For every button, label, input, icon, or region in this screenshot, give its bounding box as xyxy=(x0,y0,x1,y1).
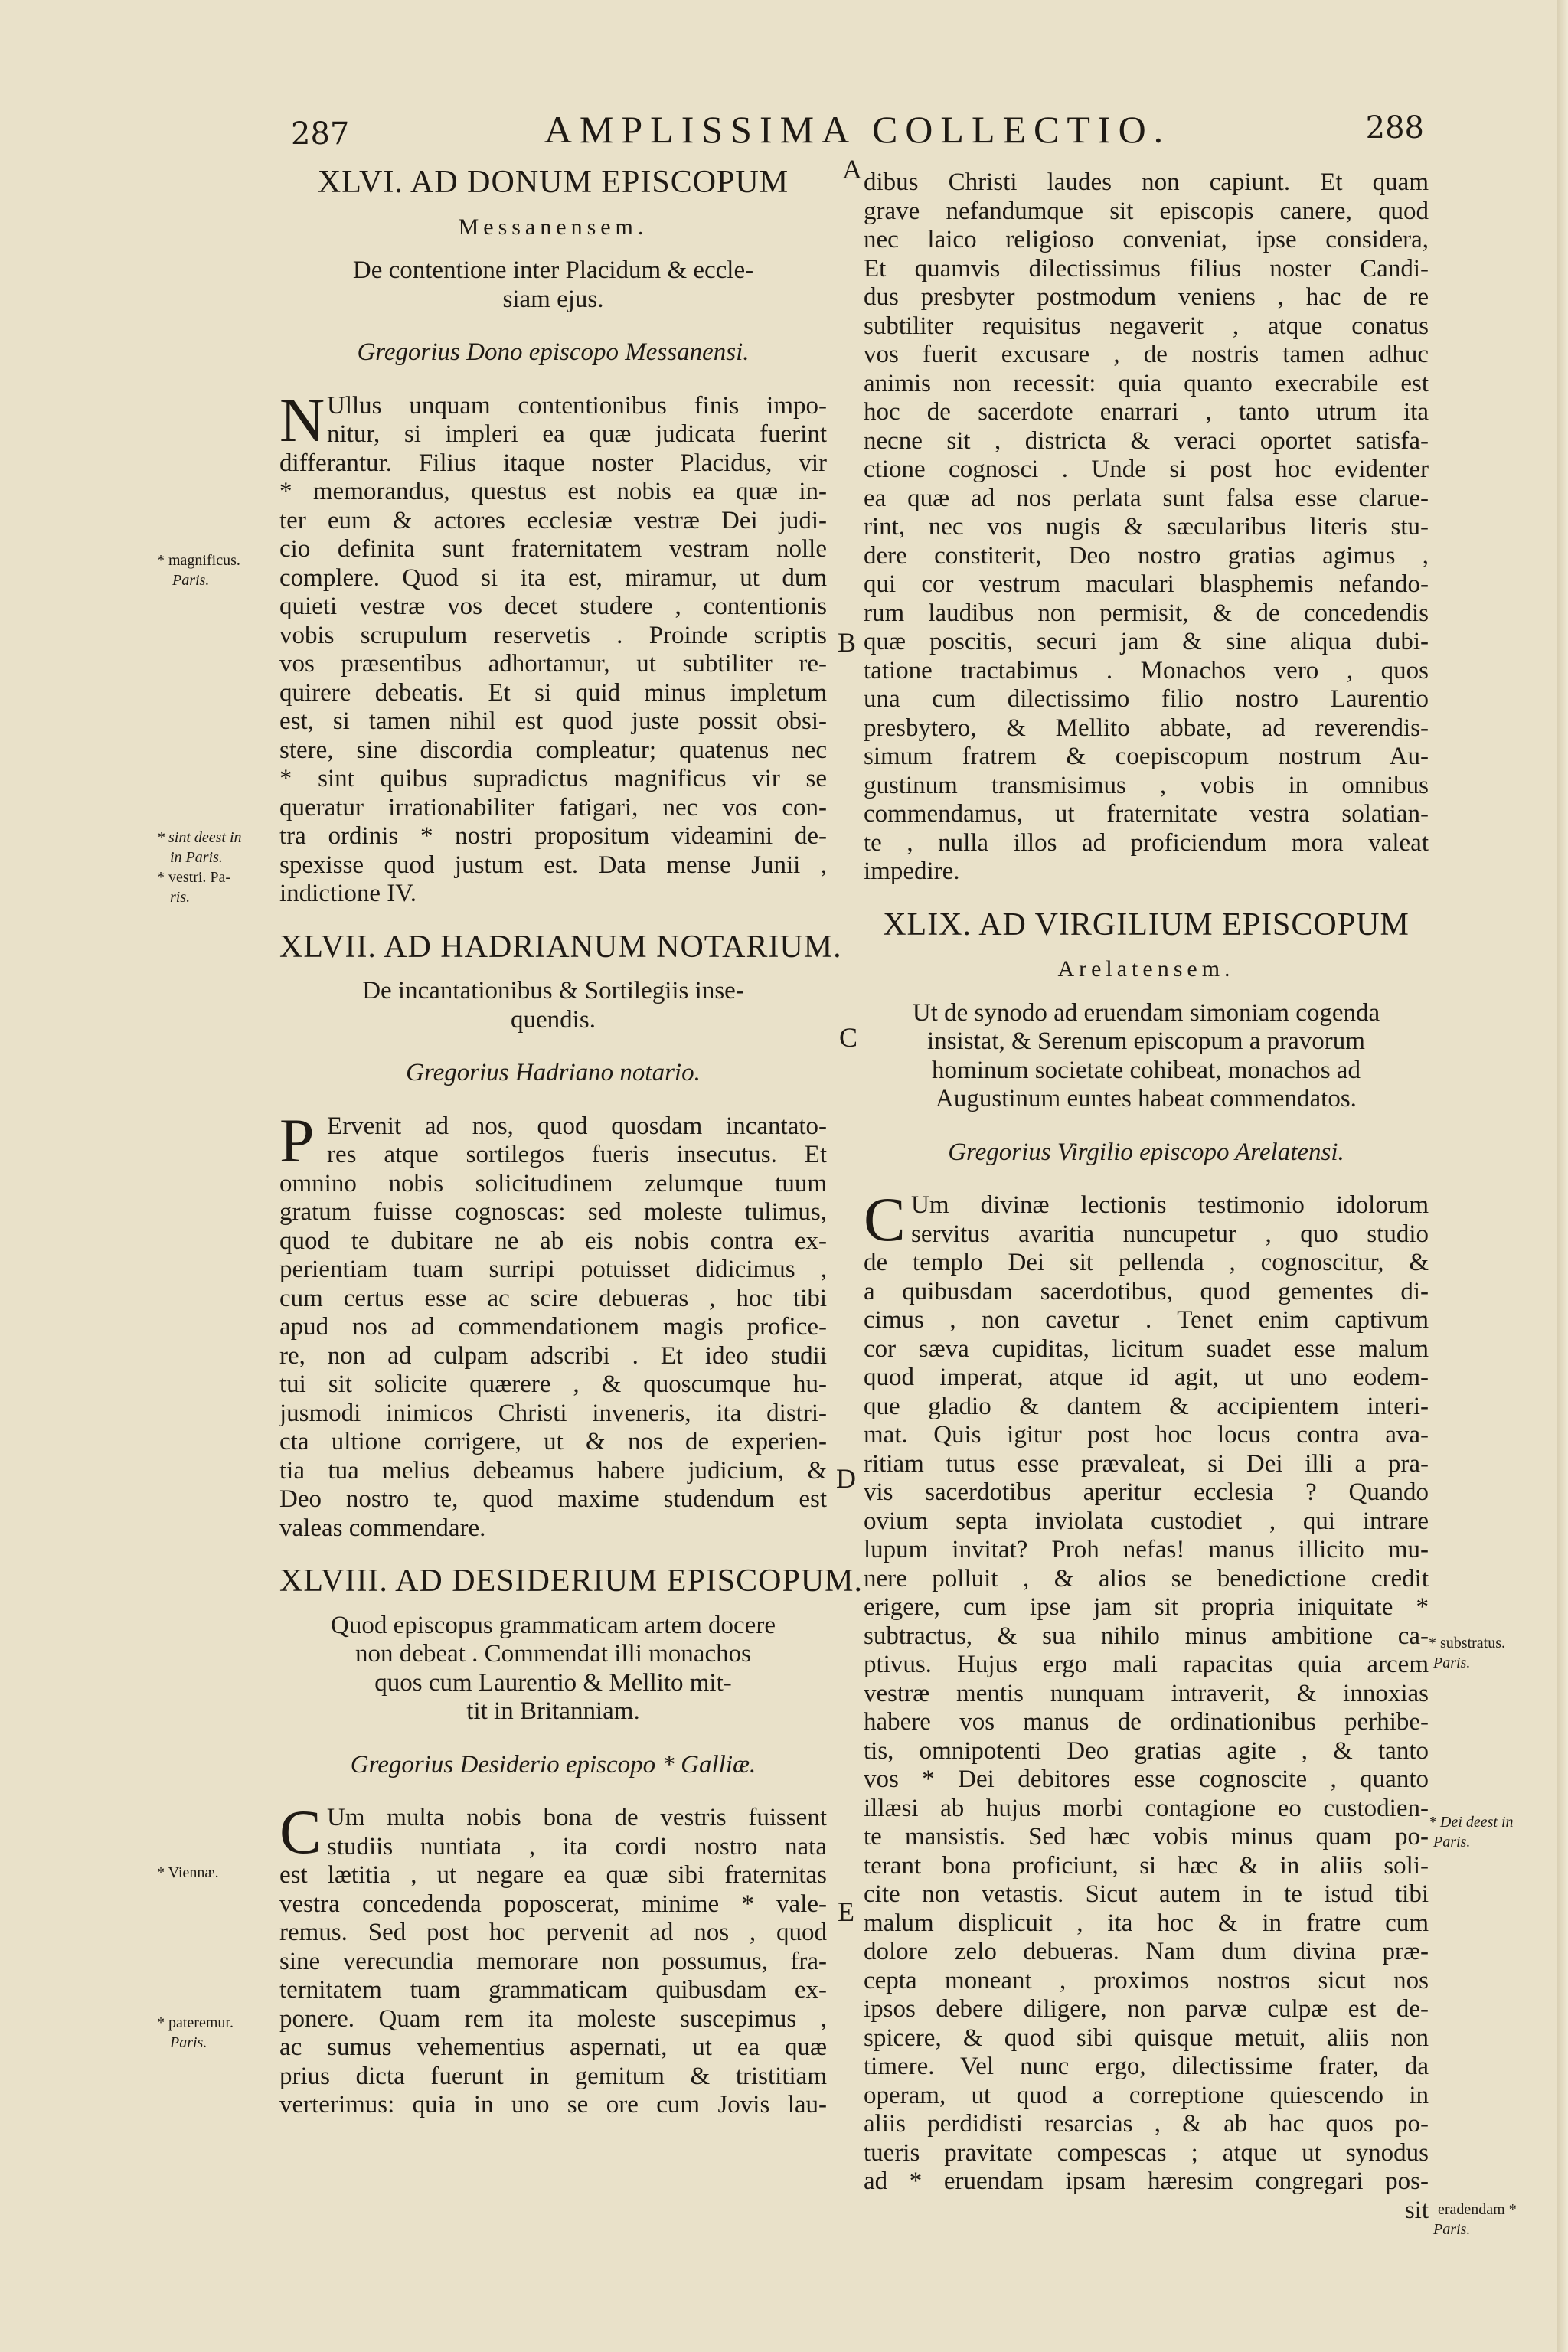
text-line: verterimus: quia in uno se ore cum Jovis lau- xyxy=(279,2091,827,2118)
text-line: ipsos debere diligere, non parvæ culpæ est de- xyxy=(864,1995,1429,2023)
left-column xyxy=(279,165,863,2120)
letter-body xyxy=(279,1105,827,1544)
text-line: valeas commendare. xyxy=(279,1514,486,1542)
text-line: cio definita sunt fraternitatem vestram nolle xyxy=(279,535,827,563)
margin-note: * vestri. Pa- xyxy=(157,869,231,886)
text-line: * memorandus, questus est nobis ea quæ in- xyxy=(279,478,827,505)
text-line: vobis scrupulum reservetis . Proinde scriptis xyxy=(279,621,827,649)
margin-note: ris. xyxy=(170,889,191,906)
text-line: sine verecundia memorare non possumus, fra- xyxy=(279,1947,827,1975)
text-line: Et quamvis dilectissimus filius noster Candi- xyxy=(864,254,1429,283)
text-line: dibus Christi laudes non capiunt. Et quam xyxy=(864,168,1429,196)
text-line: presbytero, & Mellito abbate, ad reverendis- xyxy=(864,714,1429,742)
text-line: remus. Sed post hoc pervenit ad nos , quod xyxy=(279,1919,827,1946)
text-line: a quibusdam sacerdotibus, quod gementes di- xyxy=(864,1277,1429,1305)
text-line: impedire. xyxy=(864,858,960,885)
right-column xyxy=(864,168,1429,2225)
margin-note: * sint deest in xyxy=(157,829,242,846)
text-line: re, non ad culpam adscribi . Et ideo studii xyxy=(279,1341,827,1370)
letter-body xyxy=(279,1797,827,2120)
text-line: omnino nobis solicitudinem zelumque tuum xyxy=(279,1169,827,1197)
text-line: ptivus. Hujus ergo mali rapacitas quia arcem xyxy=(864,1651,1429,1678)
letter-salutation: Gregorius Dono episcopo Messanensi. xyxy=(357,338,750,366)
text-line: timere. Vel nunc ergo, dilectissime frater, da xyxy=(864,2053,1429,2080)
text-line: nitur, si impleri ea quæ judicata fuerint xyxy=(327,420,827,448)
text-line: Um divinæ lectionis testimonio idolorum xyxy=(911,1191,1429,1219)
text-line: vos fuerit excusare , de nostris tamen adhuc xyxy=(864,341,1429,368)
page-number-right: 288 xyxy=(1365,110,1424,145)
page-edge xyxy=(1557,0,1568,2352)
letter-summary-line: De contentione inter Placidum & eccle- xyxy=(352,256,754,284)
text-line: erigere, cum ipse jam sit propria iniquitate * xyxy=(864,1593,1429,1621)
continuation-body xyxy=(864,168,1429,887)
text-line: nere polluit , & alios se benedictione credit xyxy=(864,1564,1429,1592)
text-line: grave nefandumque sit episcopis canere, quod xyxy=(864,197,1429,225)
margin-note: Paris. xyxy=(1433,1655,1471,1671)
text-line: quæ poscitis, securi jam & sine aliqua dubi- xyxy=(864,628,1429,655)
text-line: quod te dubitare ne ab eis nobis contra ex- xyxy=(279,1227,827,1255)
text-line: ter eum & actores ecclesiæ vestræ Dei judi- xyxy=(279,506,827,534)
letter-heading: XLVII. AD HADRIANUM NOTARIUM. xyxy=(279,929,842,965)
section-marker-b: B xyxy=(838,627,857,658)
text-line: vestra concedenda poposcerat, minime * vale- xyxy=(279,1890,827,1918)
text-line: nec laico religioso conveniat, ipse considera, xyxy=(864,226,1429,253)
letter-summary-line: Ut de synodo ad eruendam simoniam cogenda xyxy=(912,998,1380,1027)
margin-note: Paris. xyxy=(170,2034,207,2051)
section-marker-a: A xyxy=(842,154,862,185)
text-line: gustinum transmisimus , vobis in omnibus xyxy=(864,771,1429,799)
letter-region: Messanensem. xyxy=(458,214,648,240)
letter-salutation: Gregorius Hadriano notario. xyxy=(406,1059,701,1086)
section-marker-e: E xyxy=(838,1896,854,1927)
text-line: aliis perdidisti resarcias , & ab hac quos po- xyxy=(864,2110,1429,2138)
text-line: ternitatem tuam grammaticam quibusdam ex- xyxy=(279,1976,827,2004)
margin-note: in Paris. xyxy=(170,849,223,866)
text-line: stere, sine discordia compleatur; quatenus nec xyxy=(279,736,827,764)
text-line: ctione cognosci . Unde si post hoc evidenter xyxy=(864,456,1429,483)
text-line: complere. Quod si ita est, miramur, ut dum xyxy=(279,564,827,592)
text-line: dere constiterit, Deo nostro gratias agimus , xyxy=(864,541,1429,570)
text-line: quieti vestræ vos decet studere , contentionis xyxy=(279,593,827,620)
text-line: habere vos manus de ordinationibus perhibe- xyxy=(864,1708,1429,1736)
letter-summary-line: Quod episcopus grammaticam artem docere xyxy=(331,1611,776,1639)
text-line: spexisse quod justum est. Data mense Junii , xyxy=(279,851,827,879)
text-line: vestræ mentis nunquam intraverit, & innoxias xyxy=(864,1679,1429,1707)
letter-heading: XLIX. AD VIRGILIUM EPISCOPUM xyxy=(883,906,1410,942)
text-line: de templo Dei sit pellenda , cognoscitur, & xyxy=(864,1249,1429,1276)
text-line: cta ultione corrigere, ut & nos de experien- xyxy=(279,1428,827,1455)
text-line: vos * Dei debitores esse cognoscite , quanto xyxy=(864,1766,1429,1793)
text-line: necne sit , districta & veraci oportet satisfa- xyxy=(864,426,1429,455)
letter-body xyxy=(279,384,827,909)
text-line: apud nos ad commendationem magis profice- xyxy=(279,1313,827,1341)
letter-region: Arelatensem. xyxy=(1057,956,1235,982)
text-line: perientiam tuam surripi potuisset didicimus , xyxy=(279,1256,827,1283)
text-line: indictione IV. xyxy=(279,880,417,907)
text-line: que gladio & dantem & accipientem interi- xyxy=(864,1392,1429,1420)
text-line: cepta moneant , proximos nostros sicut nos xyxy=(864,1966,1429,1994)
margin-note: * pateremur. xyxy=(157,2014,234,2031)
text-line: est lætitia , ut negare ea quæ sibi fraternitas xyxy=(279,1861,827,1889)
text-line: cite non vetastis. Sicut autem in te istud tibi xyxy=(864,1880,1429,1908)
text-line: terant bona proficiunt, si hæc & in aliis soli- xyxy=(864,1851,1429,1880)
text-line: quod imperat, atque id agit, ut uno eodem- xyxy=(864,1364,1429,1391)
text-line: te mansistis. Sed hæc vobis minus quam po- xyxy=(864,1823,1429,1851)
text-line: vos præsentibus adhortamur, ut subtiliter re- xyxy=(279,650,827,678)
text-line: spicere, & quod sibi quisque metuit, aliis non xyxy=(864,2024,1429,2052)
letter-summary-line: hominum societate cohibeat, monachos ad xyxy=(932,1056,1361,1084)
text-line: cor sæva cupiditas, licitum suadet esse malum xyxy=(864,1334,1429,1363)
text-line: tueris pravitate compescas ; atque ut synodus xyxy=(864,2138,1429,2167)
text-line: mat. Quis igitur post hoc locus contra ava- xyxy=(864,1421,1429,1449)
text-line: qui cor vestrum maculari blasphemis nefando- xyxy=(864,570,1429,598)
text-line: ritiam tutus esse prævaleat, si Dei illi a pra- xyxy=(864,1449,1429,1478)
text-line: gratum fuisse cognoscas: sed moleste tulimus, xyxy=(279,1198,827,1226)
text-line: ac sumus vehementius aspernati, ut ea quæ xyxy=(279,2034,827,2061)
margin-note: * Viennæ. xyxy=(157,1864,219,1881)
letter-summary-line: non debeat . Commendat illi monachos xyxy=(355,1640,751,1668)
text-line: quirere debeatis. Et si quid minus impletum xyxy=(279,678,827,707)
text-line: ea quæ ad nos perlata sunt falsa esse clarue- xyxy=(864,484,1429,512)
margin-note: Paris. xyxy=(1433,1834,1471,1851)
text-line: te , nulla illos ad proficiendum mora valeat xyxy=(864,828,1429,857)
text-line: rint, nec vos nugis & sæcularibus literis stu- xyxy=(864,513,1429,541)
letter-summary-line: quendis. xyxy=(511,1005,596,1034)
margin-note: * magnificus. xyxy=(157,552,240,569)
text-line: simum fratrem & coepiscopum nostrum Au- xyxy=(864,743,1429,770)
text-line: subtractus, & sua nihilo minus ambitione ca- xyxy=(864,1622,1429,1650)
drop-cap: C xyxy=(279,1797,322,1867)
letter-body xyxy=(864,1184,1429,2225)
letter-salutation: Gregorius Virgilio episcopo Arelatensi. xyxy=(948,1138,1344,1166)
text-line: hoc de sacerdote enarrari , tanto utrum ita xyxy=(864,398,1429,426)
text-line: dolore zelo debueras. Nam dum divina præ- xyxy=(864,1938,1429,1965)
text-line: ad * eruendam ipsam hæresim congregari pos- xyxy=(864,2167,1429,2195)
text-line: studiis nuntiata , ita cordi nostro nata xyxy=(327,1832,827,1860)
text-line: tra ordinis * nostri propositum videamini de- xyxy=(279,822,827,850)
text-line: subtiliter requisitus negaverit , atque conatus xyxy=(864,312,1429,340)
text-line: Um multa nobis bona de vestris fuissent xyxy=(327,1804,827,1831)
text-line: malum displicuit , ita hoc & in fratre cum xyxy=(864,1909,1429,1937)
text-line: ovium septa inviolata custodiet , qui intrare xyxy=(864,1507,1429,1535)
letter-summary-line: tit in Britanniam. xyxy=(466,1697,640,1725)
text-line: Ullus unquam contentionibus finis impo- xyxy=(327,391,827,420)
text-line: * sint quibus supradictus magnificus vir se xyxy=(279,765,827,792)
page-number-left: 287 xyxy=(291,116,350,152)
text-line: dus presbyter postmodum veniens , hac de re xyxy=(864,283,1429,311)
margin-note: Paris. xyxy=(1433,2221,1471,2238)
text-line: servitus avaritia nuncupetur , quo studio xyxy=(911,1220,1429,1248)
text-line: commendamus, ut fraternitate vestra solatian- xyxy=(864,800,1429,828)
text-line: tia tua melius debeamus habere judicium, & xyxy=(279,1456,827,1485)
text-line: cum certus esse ac scire debueras , hoc tibi xyxy=(279,1284,827,1312)
text-line: Ervenit ad nos, quod quosdam incantato- xyxy=(327,1112,827,1140)
text-line: est, si tamen nihil est quod juste possit obsi- xyxy=(279,707,827,735)
text-line: ponere. Quam rem ita moleste suscepimus , xyxy=(279,2004,827,2033)
text-line: una cum dilectissimo filio nostro Laurentio xyxy=(864,685,1429,713)
text-line: illæsi ab hujus morbi contagione eo custodien- xyxy=(864,1794,1429,1822)
letter-summary-line: De incantationibus & Sortilegiis inse- xyxy=(362,977,744,1004)
drop-cap: N xyxy=(279,384,325,455)
text-line: rum laudibus non permisit, & de concedendis xyxy=(864,599,1429,627)
text-line: tatione tractabimus . Monachos vero , quos xyxy=(864,656,1429,684)
text-line: operam, ut quod a correptione quiescendo in xyxy=(864,2081,1429,2109)
margin-note: * substratus. xyxy=(1429,1635,1505,1651)
drop-cap: C xyxy=(864,1184,906,1254)
margin-note: * Dei deest in xyxy=(1429,1814,1514,1831)
text-line: tui sit solicite quærere , & quoscumque hu- xyxy=(279,1370,827,1398)
text-line: Deo nostro te, quod maxime studendum est xyxy=(279,1485,827,1513)
text-line: queratur irrationabiliter fatigari, nec vos con- xyxy=(279,793,827,822)
letter-heading: XLVI. AD DONUM EPISCOPUM xyxy=(317,165,789,200)
section-marker-d: D xyxy=(836,1463,856,1494)
letter-summary-line: quos cum Laurentio & Mellito mit- xyxy=(374,1668,732,1697)
text-line: prius dicta fuerunt in gemitum & tristitiam xyxy=(279,2062,827,2090)
text-line: cimus , non cavetur . Tenet enim captivum xyxy=(864,1306,1429,1334)
running-title: AMPLISSIMA COLLECTIO. xyxy=(544,108,1171,151)
text-line: lupum invitat? Proh nefas! manus illicito mu- xyxy=(864,1536,1429,1563)
section-marker-c: C xyxy=(839,1022,858,1053)
text-line: animis non recessit: quia quanto execrabile est xyxy=(864,369,1429,397)
text-line: differantur. Filius itaque noster Placidus, vir xyxy=(279,449,827,477)
letter-summary-line: Augustinum euntes habeat commendatos. xyxy=(936,1085,1357,1112)
text-line: res atque sortilegos fueris insecutus. Et xyxy=(327,1141,827,1168)
text-line: tis, omnipotenti Deo gratias agite , & tanto xyxy=(864,1736,1429,1765)
letter-summary-line: insistat, & Serenum episcopum a pravorum xyxy=(927,1027,1365,1055)
drop-cap: P xyxy=(279,1105,315,1175)
margin-note: Paris. xyxy=(172,572,210,589)
letter-heading: XLVIII. AD DESIDERIUM EPISCOPUM. xyxy=(279,1563,863,1599)
text-line: jusmodi inimicos Christi inveneris, ita distri- xyxy=(279,1399,827,1427)
margin-note: eradendam * xyxy=(1438,2201,1517,2218)
letter-summary-line: siam ejus. xyxy=(502,285,604,313)
catchword: sit xyxy=(1404,2196,1429,2224)
letter-salutation: Gregorius Desiderio episcopo * Galliæ. xyxy=(350,1750,756,1779)
text-line: vis sacerdotibus aperitur ecclesia ? Quando xyxy=(864,1478,1429,1506)
